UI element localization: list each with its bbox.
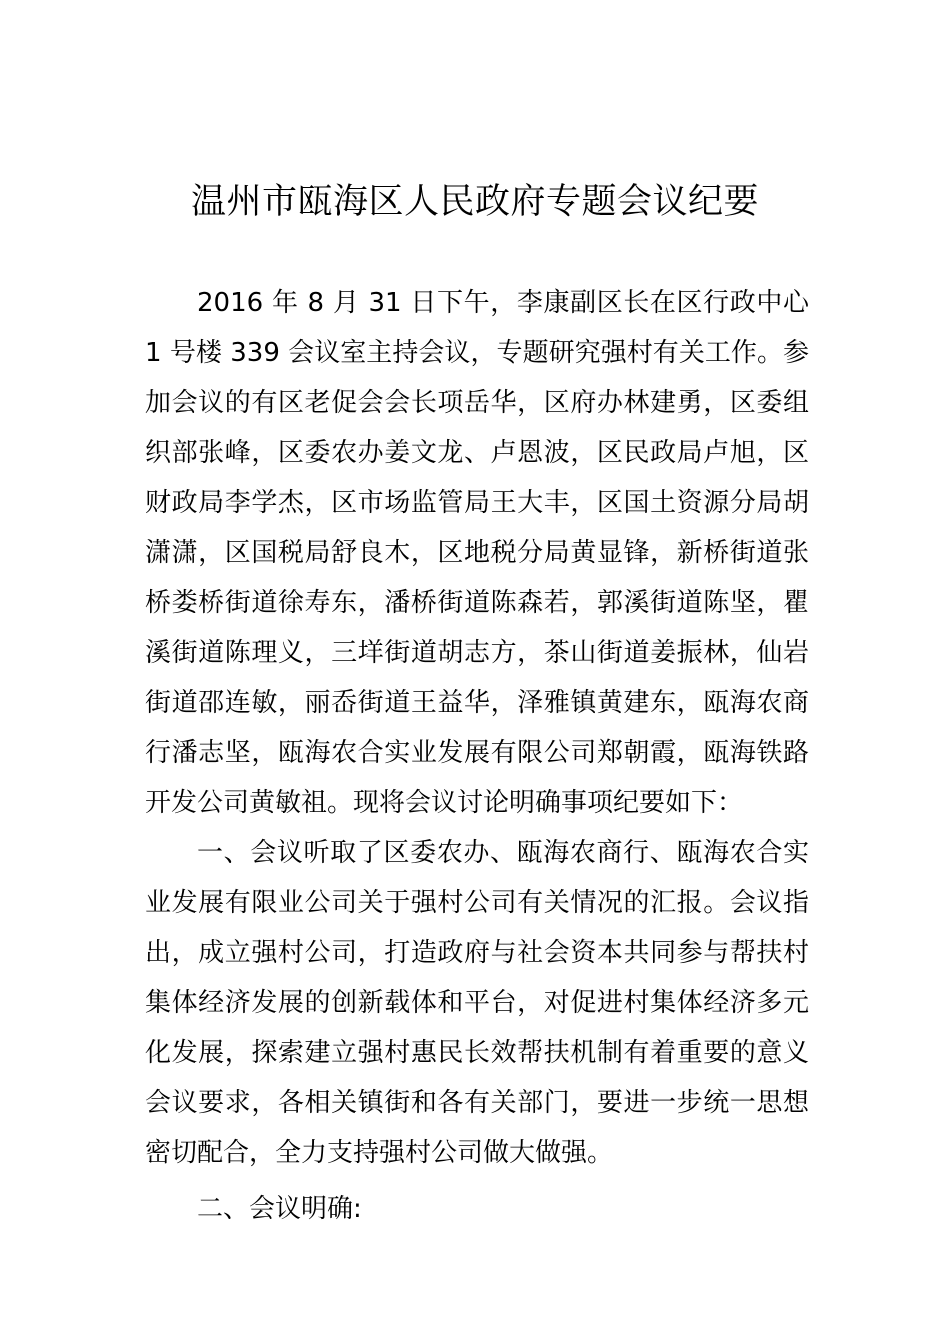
paragraph-section-two: 二、会议明确: — [197, 1194, 362, 1224]
paragraph-section-one: 一、会议听取了区委农办、瓯海农商行、瓯海农合实业发展有限业公司关于强村公司有关情况的汇报。会议指出，成立强村公司，打造政府与社会资本共同参与帮扶村集体经济发展的创新载体和平台，对促进村集体经济多元化发展，探索建立强村惠民长效帮扶机制有着重要的意义会议要求，各相关镇街和各有关部门，要进一步统一思想密切配合，全力支持强村公司做大做强。 — [145, 838, 809, 1168]
paragraph-meeting-info: 2016 年 8 月 31 日下午，李康副区长在区行政中心 1 号楼 339 会议室主持会议，专题研究强村有关工作。参加会议的有区老促会会长项岳华，区府办林建勇，区委组织部张峰，区委农办姜文龙、卢恩波，区民政局卢旭，区财政局李学杰，区市场监管局王大丰，区国土资源分局胡潇潇，区国税局舒良木，区地税分局黄显锋，新桥街道张桥娄桥街道徐寿东，潘桥街道陈森若，郭溪街道陈坚，瞿溪街道陈理义，三垟街道胡志方，茶山街道姜振林，仙岩街道邵连敏，丽岙街道王益华，泽雅镇黄建东，瓯海农商行潘志坚，瓯海农合实业发展有限公司郑朝霞，瓯海铁路开发公司黄敏祖。现将会议讨论明确事项纪要如下： — [145, 288, 809, 818]
document-body — [145, 278, 809, 1234]
document-title: 温州市瓯海区人民政府专题会议纪要 — [190, 182, 759, 222]
